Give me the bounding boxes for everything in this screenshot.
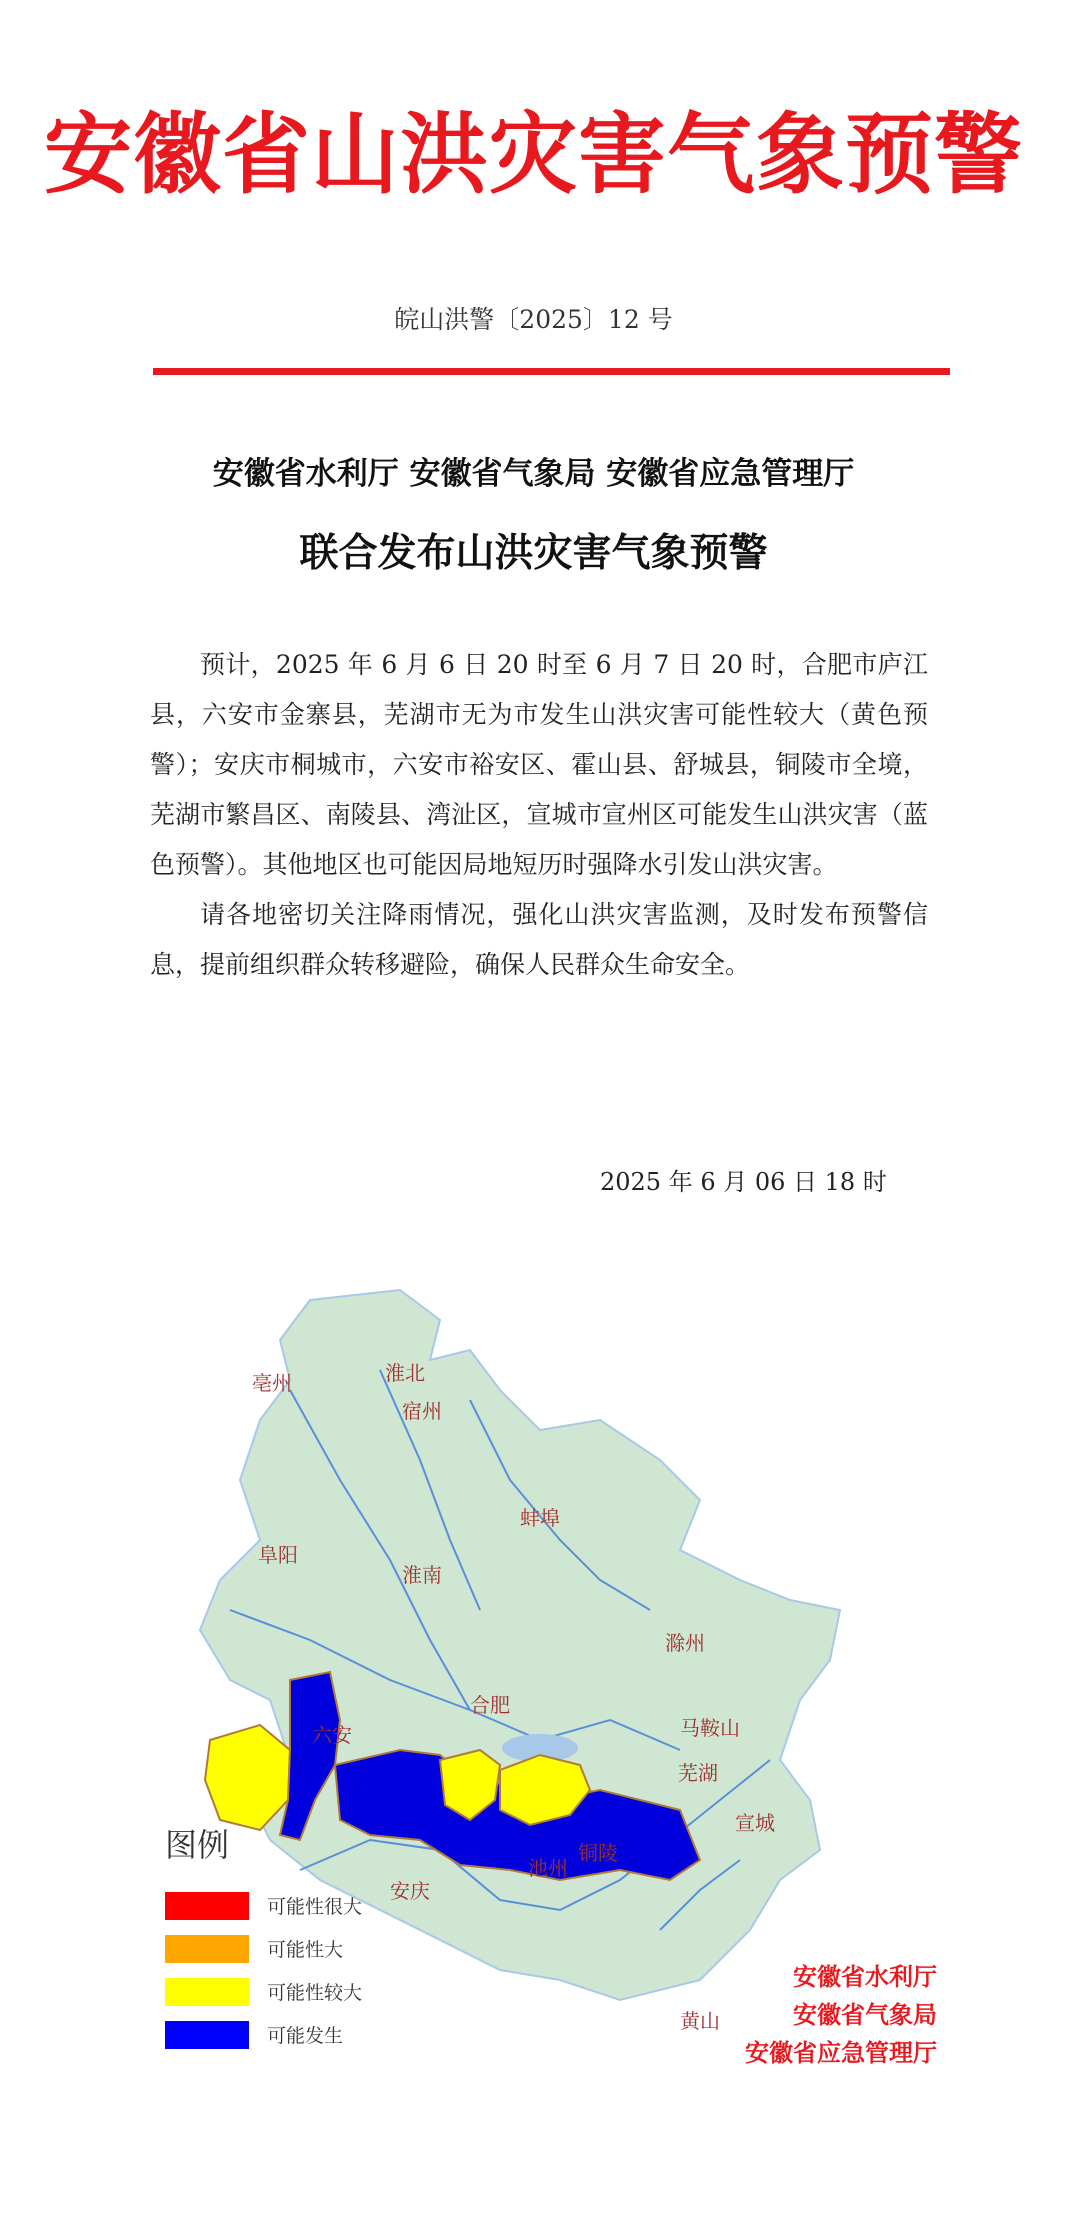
city-fuyang: 阜阳 (258, 1543, 298, 1567)
city-maanshan: 马鞍山 (680, 1716, 740, 1740)
legend-label: 可能性较大 (267, 1982, 363, 2004)
legend-item (165, 1927, 362, 1970)
issuer-stamp (745, 1958, 937, 2072)
city-chuzhou: 滁州 (665, 1631, 705, 1655)
document-number: 皖山洪警〔2025〕12 号 (394, 305, 673, 334)
city-huainan: 淮南 (402, 1563, 442, 1587)
legend-swatch-yellow (165, 1978, 249, 2006)
legend-label: 可能性大 (267, 1939, 344, 1961)
city-chizhou: 池州 (528, 1856, 568, 1880)
warning-paragraph-2: 请各地密切关注降雨情况，强化山洪灾害监测，及时发布预警信息，提前组织群众转移避险，确保人民群众生命安全。 (150, 900, 928, 979)
legend-swatch-orange (165, 1935, 249, 1963)
city-suzhou: 宿州 (402, 1399, 442, 1423)
stamp-line-3: 安徽省应急管理厅 (745, 2038, 937, 2067)
city-bengbu: 蚌埠 (520, 1506, 560, 1530)
legend-item (165, 1884, 362, 1927)
stamp-line-2: 安徽省气象局 (793, 2000, 937, 2029)
document-subtitle: 联合发布山洪灾害气象预警 (299, 531, 768, 576)
city-luan: 六安 (312, 1723, 352, 1747)
legend-item (165, 1970, 362, 2013)
legend-label: 可能性很大 (267, 1896, 363, 1918)
city-hefei: 合肥 (470, 1693, 510, 1717)
city-bozhou: 亳州 (252, 1371, 292, 1395)
map-legend (165, 1820, 362, 2056)
legend-item (165, 2013, 362, 2056)
masthead-title: 安徽省山洪灾害气象预警 (43, 102, 1023, 206)
warning-paragraph-1: 预计，2025 年 6 月 6 日 20 时至 6 月 7 日 20 时，合肥市庐江县，六安市金寨县，芜湖市无为市发生山洪灾害可能性较大（黄色预警）；安庆市桐城市，六安市裕安区、霍山县、舒城县，铜陵市全境，芜湖市繁昌区、南陵县、湾沚区，宣城市宣州区可能发生山洪灾害（蓝色预警）。其他地区也可能因局地短历时强降水引发山洪灾害。 (150, 650, 928, 879)
legend-title: 图例 (165, 1826, 230, 1864)
stamp-line-1: 安徽省水利厅 (793, 1962, 937, 1991)
warning-body (150, 640, 928, 990)
red-divider (153, 368, 950, 375)
city-xuancheng: 宣城 (735, 1811, 775, 1835)
city-huaibei: 淮北 (385, 1361, 425, 1385)
city-anqing: 安庆 (390, 1879, 430, 1903)
issue-date: 2025 年 6 月 06 日 18 时 (600, 1168, 887, 1196)
legend-label: 可能发生 (267, 2025, 344, 2047)
issuing-agencies: 安徽省水利厅 安徽省气象局 安徽省应急管理厅 (212, 456, 855, 492)
legend-swatch-red (165, 1892, 249, 1920)
city-wuhu: 芜湖 (678, 1761, 718, 1785)
city-tongling: 铜陵 (578, 1841, 618, 1865)
city-huangshan: 黄山 (680, 2009, 720, 2033)
legend-swatch-blue (165, 2021, 249, 2049)
